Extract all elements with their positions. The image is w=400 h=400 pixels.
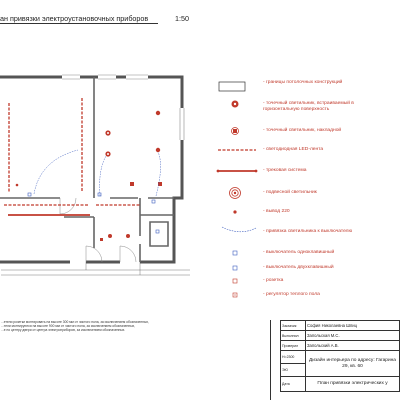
recessed-spots bbox=[105, 111, 160, 238]
legend-label-surface-spot: - точечный светильник, накладной bbox=[263, 128, 342, 133]
note-line: ...етели розетки монтировать на высоте 300 мм от чистого пола, за исключением обозначенных, bbox=[1, 320, 149, 324]
legend-label-pendant: - подвесной светильник bbox=[263, 190, 317, 195]
title-block bbox=[280, 320, 400, 400]
legend-label-led-strip: - светодиодная LED-лента bbox=[263, 147, 324, 152]
stamp-label: Проверил bbox=[281, 341, 306, 351]
doors bbox=[60, 198, 136, 262]
legend-label-switch-2: - выключатель двухклавишный bbox=[263, 265, 334, 270]
legend-label-switch-link: - привязка светильника к выключателю bbox=[263, 229, 353, 234]
surface-spots bbox=[100, 182, 162, 241]
stamp-frame-line bbox=[270, 320, 271, 400]
legend-label-ceiling-boundary: - границы потолочных конструкций bbox=[263, 80, 343, 85]
stamp-height: Н=2300 bbox=[281, 351, 306, 364]
note-line: ...тели монтируются на высоте 900 мм от чистого пола, за исключением обозначенных, bbox=[1, 324, 136, 329]
notes-block bbox=[1, 320, 201, 333]
stamp-label: Выполнил bbox=[281, 331, 306, 341]
outer-walls bbox=[0, 77, 182, 262]
stamp-customer: София Николаевна Шпиц bbox=[306, 321, 400, 331]
switch-links bbox=[34, 150, 161, 196]
note-line: ...е по центру двери от центра электроприборов, за исключением обозначенных. bbox=[1, 328, 126, 333]
legend-label-floor-heat: - регулятор теплого пола bbox=[263, 292, 320, 297]
legend-label-socket: - розетка bbox=[263, 278, 284, 283]
legend-label-track: - трековая система bbox=[263, 168, 307, 173]
scale-label: 1:50 bbox=[175, 14, 189, 23]
stamp-exp: ЭЮ bbox=[281, 364, 306, 377]
pendants bbox=[16, 184, 19, 187]
legend-label-switch-1: - выключатель одноклавишный bbox=[263, 250, 335, 255]
legend-symbols bbox=[217, 82, 258, 297]
led-strips bbox=[4, 98, 140, 205]
stamp-project-title: Дизайн интерьера по адресу: Гагарина 29, кв. 60 bbox=[306, 351, 400, 377]
legend-label-outlet-220: - вывод 220 bbox=[263, 209, 290, 214]
title-text: ан привязки электроустановочных приборов bbox=[0, 14, 149, 23]
stamp-executor: Запольская М.С. bbox=[306, 331, 400, 341]
legend-label-recessed-spot: - точечный светильник, встраиваемый в горизонтальную поверхность bbox=[263, 101, 354, 112]
dimension-lines bbox=[1, 262, 190, 275]
windows bbox=[62, 75, 184, 140]
stamp-checker: Запольский А.В. bbox=[306, 341, 400, 351]
stamp-sheet-title: План привязки электрических у bbox=[306, 377, 400, 392]
stamp-date-label: Дата bbox=[281, 377, 306, 392]
inner-walls bbox=[0, 77, 174, 262]
stamp-label: Заказчик bbox=[281, 321, 306, 331]
